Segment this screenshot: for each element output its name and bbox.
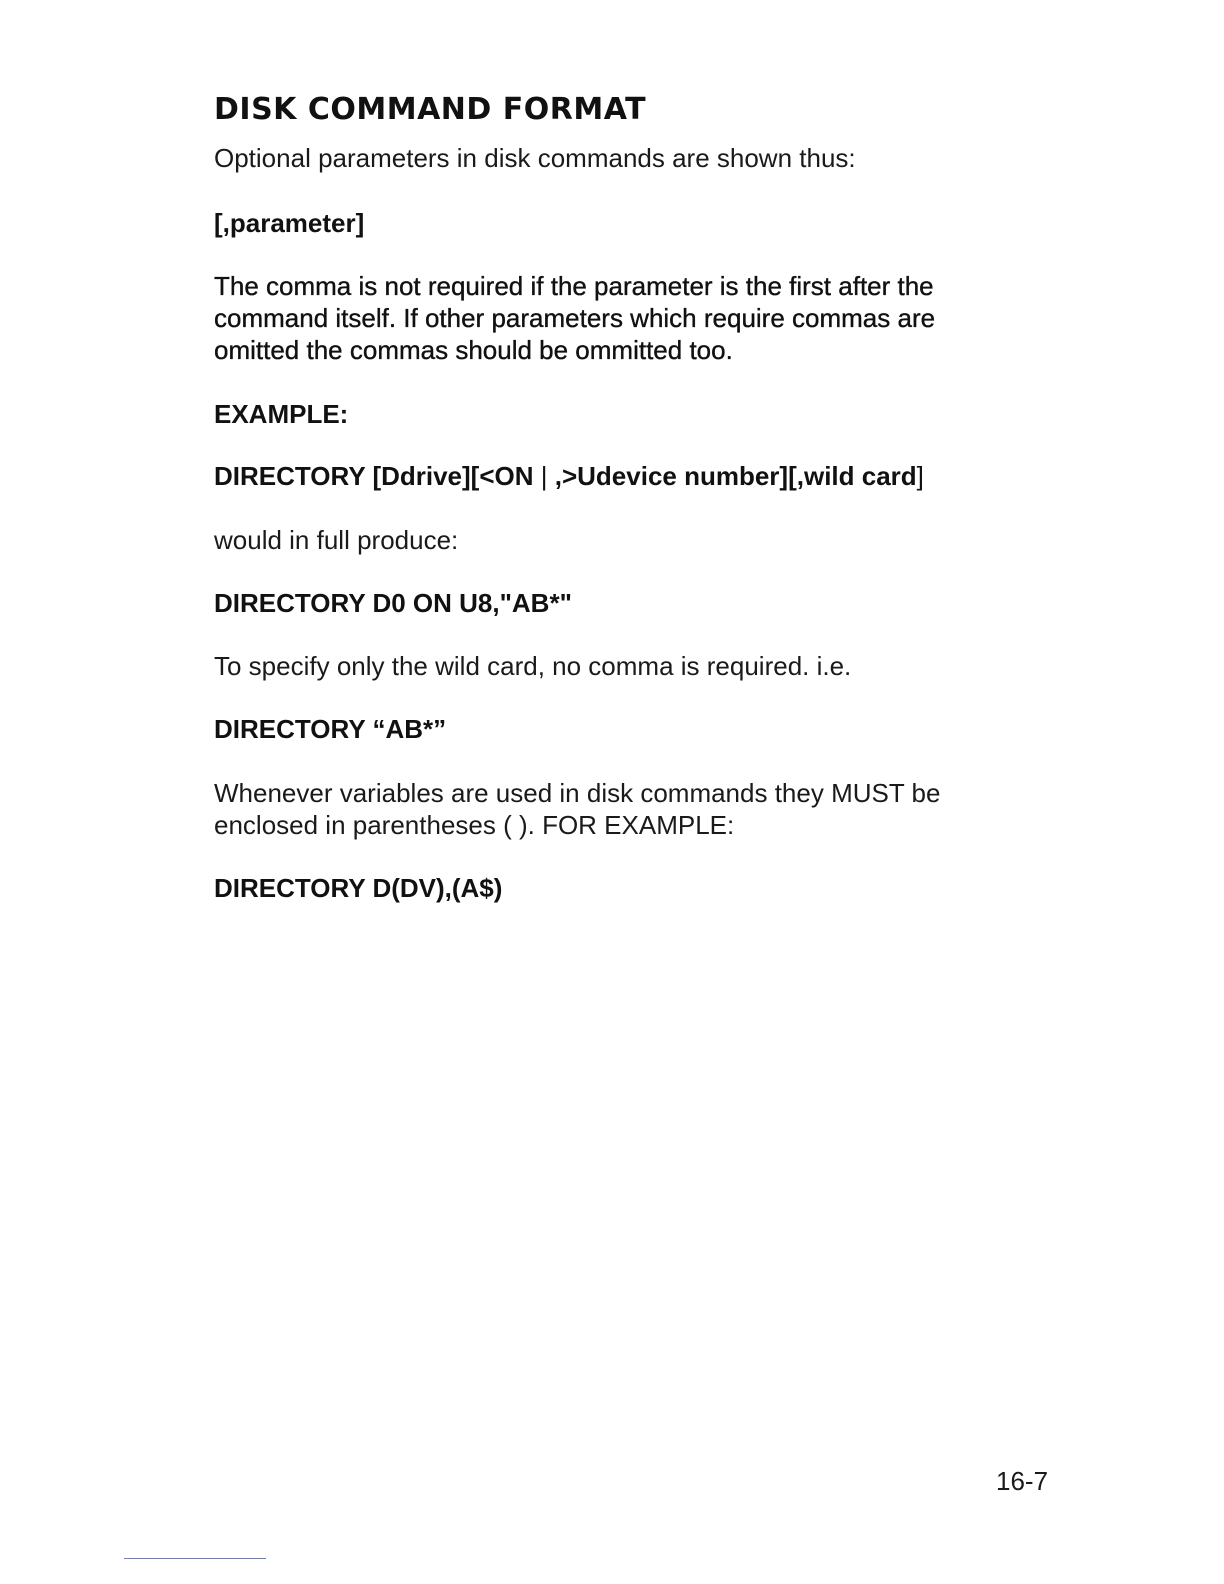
page-number: 16-7 bbox=[996, 1466, 1049, 1496]
variables-note bbox=[214, 777, 940, 841]
syntax-device: ,>Udevice number][,wild card bbox=[554, 461, 917, 491]
intro-text: Optional parameters in disk commands are shown thus: bbox=[214, 143, 856, 173]
comma-note-line-2: command itself. If other parameters which require commas are bbox=[214, 303, 936, 333]
syntax-command: DIRECTORY bbox=[214, 461, 373, 491]
comma-note-line-1: The comma is not required if the parameter is the first after the bbox=[214, 271, 934, 301]
example-directory-full: DIRECTORY D0 ON U8,"AB*" bbox=[214, 588, 572, 618]
example-label: EXAMPLE: bbox=[214, 399, 349, 429]
footer-rule bbox=[124, 1558, 266, 1559]
wildcard-note: To specify only the wild card, no comma is required. i.e. bbox=[214, 651, 852, 681]
example-directory-variables: DIRECTORY D(DV),(A$) bbox=[214, 873, 503, 903]
variables-note-line-1: Whenever variables are used in disk commands they MUST be bbox=[214, 778, 941, 808]
page-heading: DISK COMMAND FORMAT bbox=[214, 92, 647, 127]
full-produce-text: would in full produce: bbox=[214, 525, 459, 555]
comma-note bbox=[214, 270, 935, 366]
syntax-close-bracket: ] bbox=[916, 461, 924, 491]
example-directory-wildcard: DIRECTORY “AB*” bbox=[214, 714, 447, 744]
variables-note-line-2: enclosed in parentheses ( ). FOR EXAMPLE: bbox=[214, 810, 735, 840]
directory-syntax bbox=[214, 460, 924, 492]
comma-note-line-3: omitted the commas should be ommitted too. bbox=[214, 335, 733, 365]
syntax-drive: [Ddrive][ bbox=[372, 461, 480, 491]
syntax-separator: | bbox=[533, 461, 555, 491]
syntax-on: <ON bbox=[479, 461, 534, 491]
parameter-syntax: [,parameter] bbox=[214, 208, 365, 238]
